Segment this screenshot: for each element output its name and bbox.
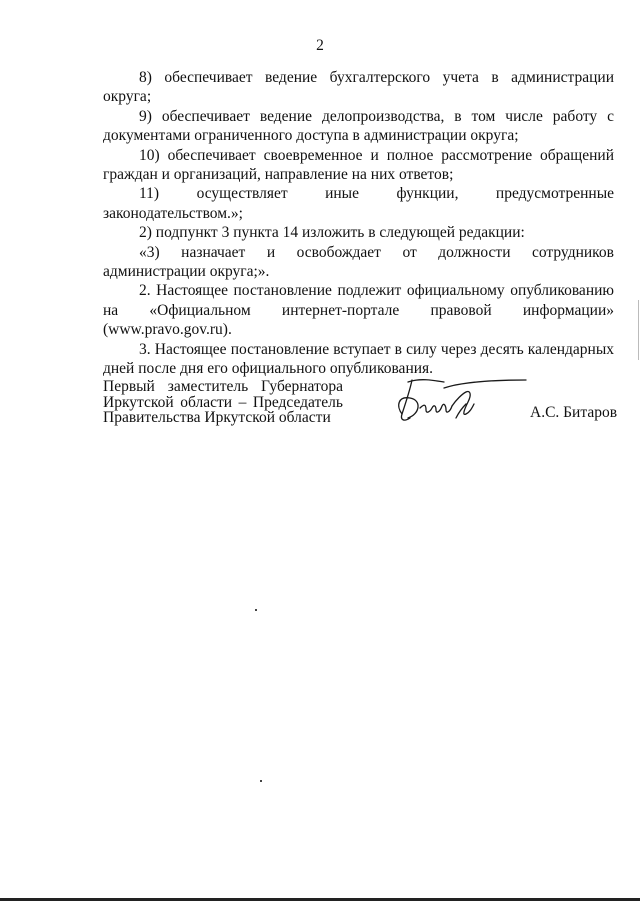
signatory-position xyxy=(103,379,343,426)
paragraph-subitem-3-text: «3) назначает и освобождает от должности сотрудников администрации округа;». xyxy=(103,243,614,281)
scan-speck xyxy=(260,780,262,782)
paragraph-item-10: 10) обеспечивает своевременное и полное рассмотрение обращений граждан и организаций, направление на них ответов; xyxy=(103,146,614,184)
signatory-position-line-2: Иркутской области – Председатель xyxy=(103,393,343,411)
scan-edge-artifact xyxy=(638,300,639,360)
paragraph-item-8: 8) обеспечивает ведение бухгалтерского учета в администрации округа; xyxy=(103,69,614,106)
paragraph-item-11 xyxy=(103,184,614,223)
document-body xyxy=(103,68,614,379)
paragraph-item-11-line-2: законодательством.»; xyxy=(103,204,243,222)
signatory-name: А.С. Битаров xyxy=(530,404,618,421)
paragraph-item-9: 9) обеспечивает ведение делопроизводства, в том числе работу с документами ограниченного доступа в администрации округа; xyxy=(103,107,614,145)
page-number: 2 xyxy=(316,37,324,54)
signatory-position-line-3: Правительства Иркутской области xyxy=(103,409,331,426)
scan-speck xyxy=(255,609,257,611)
scan-bottom-edge xyxy=(0,898,640,901)
handwritten-signature xyxy=(392,374,532,428)
paragraph-clause-2: 2. Настоящее постановление подлежит официальному опубликованию на «Официальном интернет-портале правовой информации» (www.pravo.gov.ru). xyxy=(103,282,614,339)
paragraph-item-11-line-1: 11) осуществляет иные функции, предусмотренные xyxy=(139,185,614,203)
paragraph-subitem-2: 2) подпункт 3 пункта 14 изложить в следующей редакции: xyxy=(139,224,525,242)
signatory-position-line-1: Первый заместитель Губернатора xyxy=(103,378,343,395)
paragraph-clause-3: 3. Настоящее постановление вступает в силу через десять календарных дней после дня его официального опубликования. xyxy=(103,340,614,378)
